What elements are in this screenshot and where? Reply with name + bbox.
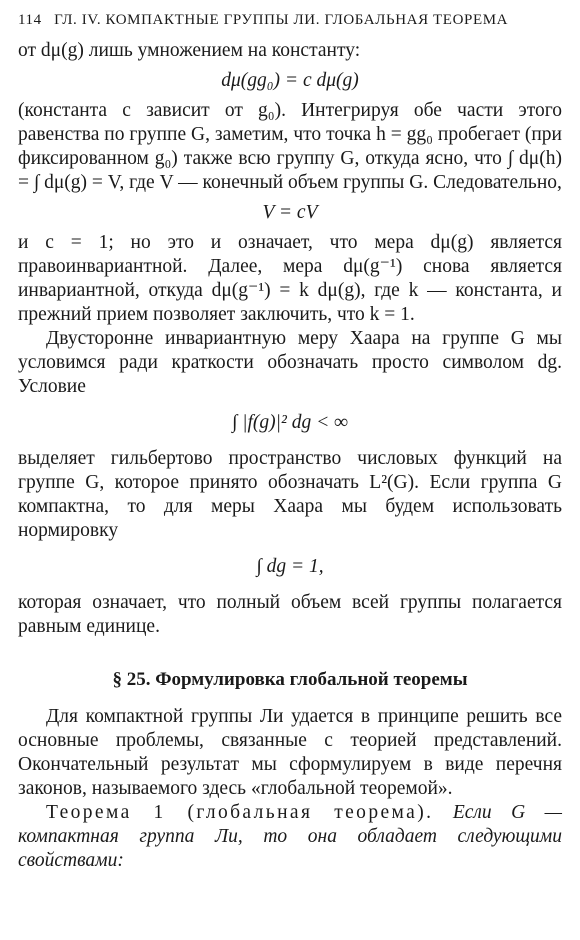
paragraph-2: (константа c зависит от g₀). Интегрируя обе части этого равенства по группе G, заметим, что точка h = gg₀ пробегает (при фиксированном g₀) также всю группу G, откуда ясно, что ∫ dμ(h) = ∫ dμ(g) = V, где V — конечный объем группы G. Следовательно, bbox=[18, 100, 562, 193]
formula-volume: V = cV bbox=[262, 202, 318, 223]
formula-square-integrable: ∫ |f(g)|² dg < ∞ bbox=[231, 412, 349, 433]
running-title: ГЛ. IV. КОМПАКТНЫЕ ГРУППЫ ЛИ. ГЛОБАЛЬНАЯ ТЕОРЕМА bbox=[54, 12, 509, 28]
theorem-paragraph bbox=[18, 801, 562, 873]
formula-right-invariance: dμ(gg₀) = c dμ(g) bbox=[221, 70, 359, 91]
formula-normalization: ∫ dg = 1, bbox=[256, 556, 324, 577]
paragraph-7: Для компактной группы Ли удается в принципе решить все основные проблемы, связанные с теорией представлений. Окончательный результат мы сформулируем в виде перечня законов, называемого здесь «глобальной теоремой». bbox=[18, 706, 562, 799]
paragraph-1: от dμ(g) лишь умножением на константу: bbox=[18, 40, 361, 61]
theorem-statement: Если G — компактная группа Ли, то она обладает следующими свойствами: bbox=[18, 802, 562, 871]
page-number: 114 bbox=[18, 12, 42, 28]
running-header bbox=[18, 12, 562, 29]
paragraph-4: Двусторонне инвариантную меру Хаара на группе G мы условимся ради краткости обозначать просто символом dg. Условие bbox=[18, 328, 562, 397]
paragraph-3: и c = 1; но это и означает, что мера dμ(g) является правоинвариантной. Далее, мера dμ(g⁻¹) снова является инвариантной, откуда dμ(g⁻¹) = k dμ(g), где k — константа, и прежний прием позволяет заключить, что k = 1. bbox=[18, 232, 562, 325]
theorem-label: Теорема 1 (глобальная теорема). bbox=[46, 802, 434, 823]
section-heading: § 25. Формулировка глобальной теоремы bbox=[112, 669, 468, 690]
paragraph-6: которая означает, что полный объем всей группы полагается равным единице. bbox=[18, 592, 562, 637]
paragraph-5: выделяет гильбертово пространство числовых функций на группе G, которое принято обозначать L²(G). Если группа G компактна, то для меры Хаара мы будем использовать нормировку bbox=[18, 448, 562, 541]
